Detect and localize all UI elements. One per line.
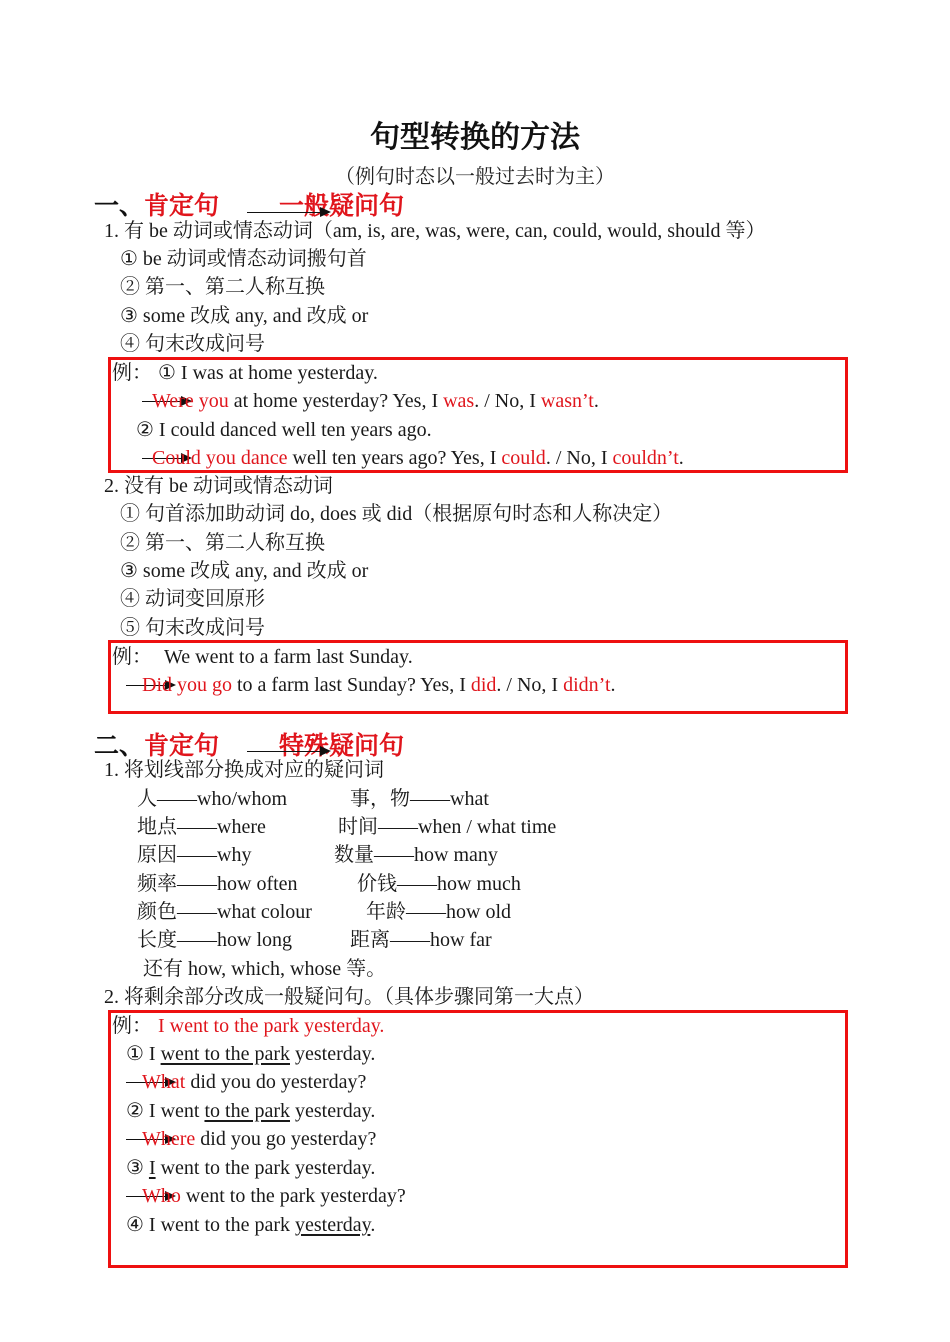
s1-item2-step: ⑤ 句末改成问号: [120, 617, 265, 639]
example-answer: Where did you go yesterday?: [142, 1128, 377, 1150]
s1-item1-heading: 1. 有 be 动词或情态动词（am, is, are, was, were, can, could, would, should 等）: [104, 220, 766, 242]
s1-item2-step: ④ 动词变回原形: [120, 588, 265, 610]
map-left: 人——who/whom: [137, 788, 287, 810]
map-right: 年龄——how old: [366, 901, 511, 923]
page-subtitle: （例句时态以一般过去时为主）: [335, 164, 615, 188]
map-left: 频率——how often: [137, 873, 298, 895]
s1-item1-step: ① be 动词或情态动词搬句首: [120, 248, 367, 270]
section2-to: 特殊疑问句: [279, 731, 405, 760]
transform-arrow-icon: [247, 212, 329, 213]
map-left: 长度——how long: [137, 929, 292, 951]
example-sentence: ④ I went to the park yesterday.: [126, 1214, 376, 1236]
map-right: 价钱——how much: [357, 873, 521, 895]
s2-item2-heading: 2. 将剩余部分改成一般疑问句。（具体步骤同第一大点）: [104, 986, 594, 1008]
section2-from: 肯定句: [144, 731, 220, 760]
example-base-sentence: I went to the park yesterday.: [158, 1015, 385, 1037]
example-sentence: ② I went to the park yesterday.: [126, 1100, 376, 1122]
map-left: 颜色——what colour: [137, 901, 312, 923]
map-left: 地点——where: [137, 816, 266, 838]
example-sentence: ② I could danced well ten years ago.: [136, 419, 432, 441]
example-answer: Could you dance well ten years ago? Yes, I could. / No, I couldn’t.: [152, 447, 684, 469]
example-sentence: ① I was at home yesterday.: [158, 362, 378, 384]
example-sentence: We went to a farm last Sunday.: [164, 646, 413, 668]
map-left: 原因——why: [137, 844, 252, 866]
s1-item1-step: ② 第一、第二人称互换: [120, 276, 325, 298]
s1-item2-step: ① 句首添加助动词 do, does 或 did（根据原句时态和人称决定）: [120, 503, 673, 525]
section1-number: 一、: [94, 191, 145, 220]
map-right: 数量——how many: [334, 844, 498, 866]
map-right: 事，物——what: [350, 788, 489, 810]
example-label: 例：: [112, 646, 152, 668]
map-right: 时间——when / what time: [338, 816, 557, 838]
example-answer: What did you do yesterday?: [142, 1071, 367, 1093]
s1-item1-step: ③ some 改成 any, and 改成 or: [120, 305, 369, 327]
section1-to: 一般疑问句: [279, 191, 405, 220]
s1-item2-step: ② 第一、第二人称互换: [120, 532, 325, 554]
s2-item1-heading: 1. 将划线部分换成对应的疑问词: [104, 759, 384, 781]
example-answer: Who went to the park yesterday?: [142, 1185, 406, 1207]
transform-arrow-icon: [247, 751, 329, 752]
example-answer: Did you go to a farm last Sunday? Yes, I did. / No, I didn’t.: [142, 674, 616, 696]
example-label: 例：: [112, 1015, 152, 1037]
section2-number: 二、: [94, 731, 145, 760]
example-label: 例：: [112, 362, 152, 384]
example-sentence: ③ I went to the park yesterday.: [126, 1157, 376, 1179]
s1-item2-heading: 2. 没有 be 动词或情态动词: [104, 475, 333, 497]
map-extra: 还有 how, which, whose 等。: [143, 958, 387, 980]
example-sentence: ① I went to the park yesterday.: [126, 1043, 376, 1065]
s1-item2-step: ③ some 改成 any, and 改成 or: [120, 560, 369, 582]
s1-item1-step: ④ 句末改成问号: [120, 333, 265, 355]
section1-from: 肯定句: [144, 191, 220, 220]
page-title: 句型转换的方法: [370, 120, 580, 155]
map-right: 距离——how far: [350, 929, 492, 951]
example-answer: Were you at home yesterday? Yes, I was. / No, I wasn’t.: [152, 390, 599, 412]
